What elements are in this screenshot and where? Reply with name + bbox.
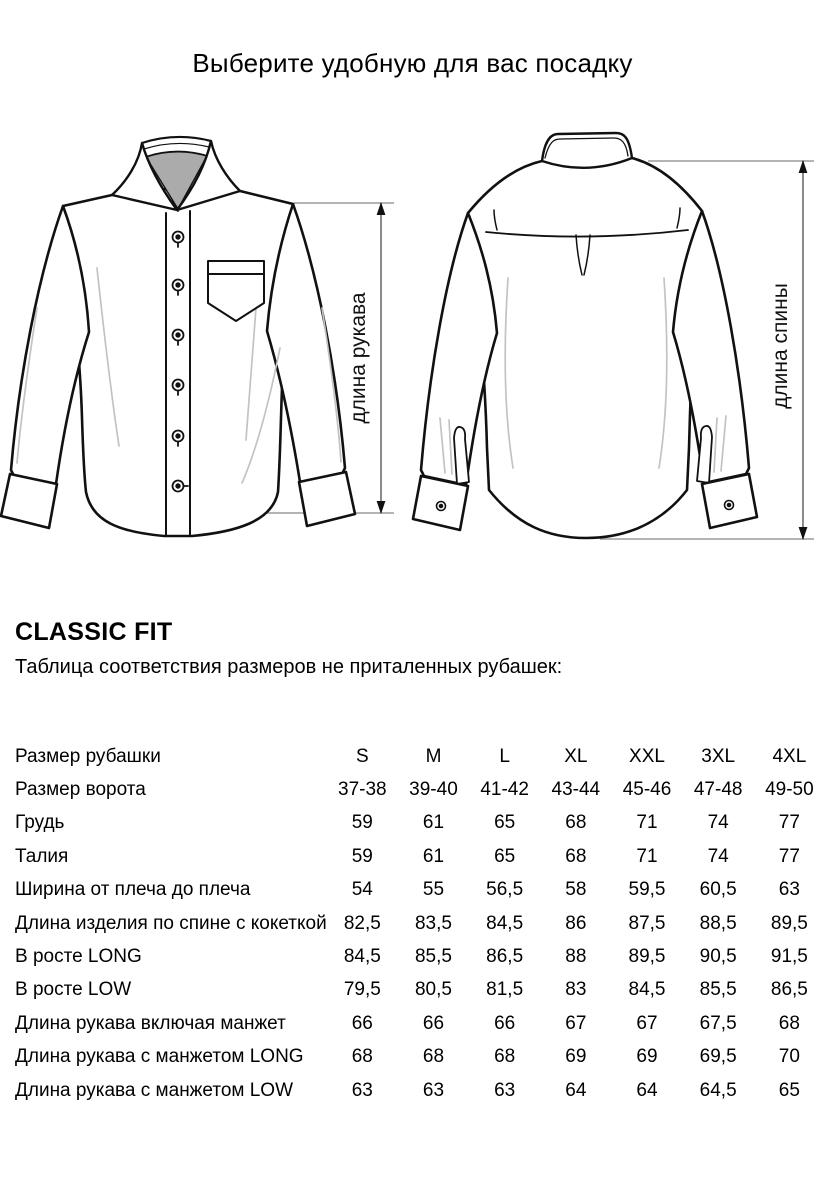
size-cell: 84,5 — [486, 912, 524, 934]
size-cell: 59 — [351, 845, 373, 867]
size-cell: 74 — [707, 845, 729, 867]
size-cell: 65 — [778, 1079, 800, 1101]
back-length-label: длина спины — [769, 283, 792, 409]
size-cell: 89,5 — [770, 912, 808, 934]
size-cell: 79,5 — [343, 979, 381, 1001]
row-label: Длина рукава включая манжет — [15, 1012, 286, 1034]
table-row — [0, 940, 825, 973]
size-cell: 71 — [636, 812, 658, 834]
size-cell: 83 — [565, 979, 587, 1001]
size-cell: 56,5 — [486, 879, 524, 901]
size-cell: 91,5 — [770, 946, 808, 968]
size-cell: 47-48 — [693, 779, 743, 801]
size-cell: 71 — [636, 845, 658, 867]
size-cell: L — [499, 745, 510, 767]
size-cell: 85,5 — [699, 979, 737, 1001]
size-cell: 82,5 — [343, 912, 381, 934]
row-label: Длина рукава с манжетом LONG — [15, 1046, 304, 1068]
size-cell: 86,5 — [770, 979, 808, 1001]
row-label: Талия — [15, 845, 69, 867]
table-row — [0, 974, 825, 1007]
sleeve-length-dimension — [347, 202, 385, 514]
size-cell: 68 — [565, 812, 587, 834]
fit-subtitle: Таблица соответствия размеров не приталенных рубашек: — [15, 656, 563, 678]
size-cell: 70 — [778, 1046, 800, 1068]
size-cell: 61 — [422, 845, 445, 867]
size-cell: 89,5 — [628, 946, 666, 968]
size-cell: 65 — [494, 812, 516, 834]
shirt-back — [413, 133, 757, 538]
size-cell: M — [425, 745, 442, 767]
arrow-down-icon — [799, 527, 808, 540]
back-collar — [542, 133, 632, 168]
size-cell: 60,5 — [699, 879, 737, 901]
size-cell: 67 — [565, 1012, 587, 1034]
arrow-down-icon — [377, 501, 386, 514]
arrow-up-icon — [377, 202, 386, 215]
row-label: В росте LOW — [15, 979, 132, 1001]
size-cell: 80,5 — [414, 979, 452, 1001]
size-cell: 86 — [565, 912, 587, 934]
size-cell: 81,5 — [486, 979, 524, 1001]
size-cell: 68 — [422, 1046, 445, 1068]
size-cell: 66 — [422, 1012, 445, 1034]
row-label: Ширина от плеча до плеча — [15, 879, 251, 901]
table-row — [0, 840, 825, 873]
size-cell: 86,5 — [486, 946, 524, 968]
size-cell: 66 — [494, 1012, 516, 1034]
size-cell: 4XL — [772, 745, 807, 767]
size-cell: 64 — [636, 1079, 658, 1101]
size-cell: 68 — [565, 845, 587, 867]
size-cell: 59 — [351, 812, 373, 834]
size-cell: 90,5 — [699, 946, 737, 968]
size-cell: XXL — [629, 745, 665, 767]
size-cell: 85,5 — [414, 946, 452, 968]
size-cell: 55 — [422, 879, 445, 901]
size-cell: 63 — [422, 1079, 445, 1101]
size-table-body — [0, 740, 825, 1107]
size-cell: 63 — [351, 1079, 373, 1101]
size-cell: 63 — [778, 879, 800, 901]
size-cell: 83,5 — [414, 912, 452, 934]
sleeve-length-label: длина рукава — [347, 292, 370, 424]
table-row — [0, 1074, 825, 1107]
table-row — [0, 907, 825, 940]
size-cell: 65 — [494, 845, 516, 867]
front-left-cuff — [1, 474, 57, 528]
size-cell: 39-40 — [409, 779, 458, 801]
size-cell: 41-42 — [480, 779, 529, 801]
size-table — [0, 740, 825, 1107]
size-cell: 87,5 — [628, 912, 666, 934]
front-right-cuff — [299, 472, 355, 526]
size-cell: 69 — [565, 1046, 587, 1068]
size-cell: 84,5 — [628, 979, 666, 1001]
size-cell: 63 — [494, 1079, 516, 1101]
size-cell: 88,5 — [699, 912, 737, 934]
size-cell: 84,5 — [343, 946, 381, 968]
size-cell: 88 — [565, 946, 587, 968]
size-cell: 64,5 — [699, 1079, 737, 1101]
size-cell: 37-38 — [338, 779, 387, 801]
arrow-up-icon — [799, 160, 808, 173]
row-label: Грудь — [15, 812, 65, 834]
size-cell: 74 — [707, 812, 729, 834]
size-cell: 68 — [778, 1012, 800, 1034]
size-cell: 77 — [778, 812, 800, 834]
table-row — [0, 1041, 825, 1074]
row-label: Размер рубашки — [15, 745, 161, 767]
table-row — [0, 773, 825, 806]
size-cell: 77 — [778, 845, 800, 867]
size-cell: 3XL — [701, 745, 736, 767]
size-cell: 69,5 — [699, 1046, 737, 1068]
row-label: Длина рукава с манжетом LOW — [15, 1079, 294, 1101]
table-row — [0, 807, 825, 840]
row-label: В росте LONG — [15, 946, 142, 968]
size-cell: 67 — [636, 1012, 658, 1034]
size-cell: 43-44 — [551, 779, 601, 801]
row-label: Длина изделия по спине с кокеткой — [15, 912, 327, 934]
size-cell: 66 — [351, 1012, 373, 1034]
size-cell: 68 — [494, 1046, 516, 1068]
shirt-diagram — [0, 118, 825, 596]
back-length-dimension — [769, 160, 807, 540]
table-row — [0, 740, 825, 773]
size-cell: 67,5 — [699, 1012, 737, 1034]
size-cell: 49-50 — [765, 779, 814, 801]
size-cell: 61 — [422, 812, 445, 834]
page-title: Выберите удобную для вас посадку — [192, 48, 633, 78]
size-cell: 69 — [636, 1046, 658, 1068]
size-cell: 45-46 — [622, 779, 672, 801]
size-cell: XL — [564, 745, 588, 767]
fit-heading: CLASSIC FIT — [15, 618, 173, 646]
shirt-front — [1, 137, 355, 536]
table-row — [0, 1007, 825, 1040]
size-cell: 58 — [565, 879, 587, 901]
row-label: Размер ворота — [15, 779, 146, 801]
size-cell: 59,5 — [628, 879, 666, 901]
size-cell: 64 — [565, 1079, 587, 1101]
size-cell: S — [355, 745, 369, 767]
table-row — [0, 874, 825, 907]
size-cell: 68 — [351, 1046, 373, 1068]
size-cell: 54 — [351, 879, 373, 901]
